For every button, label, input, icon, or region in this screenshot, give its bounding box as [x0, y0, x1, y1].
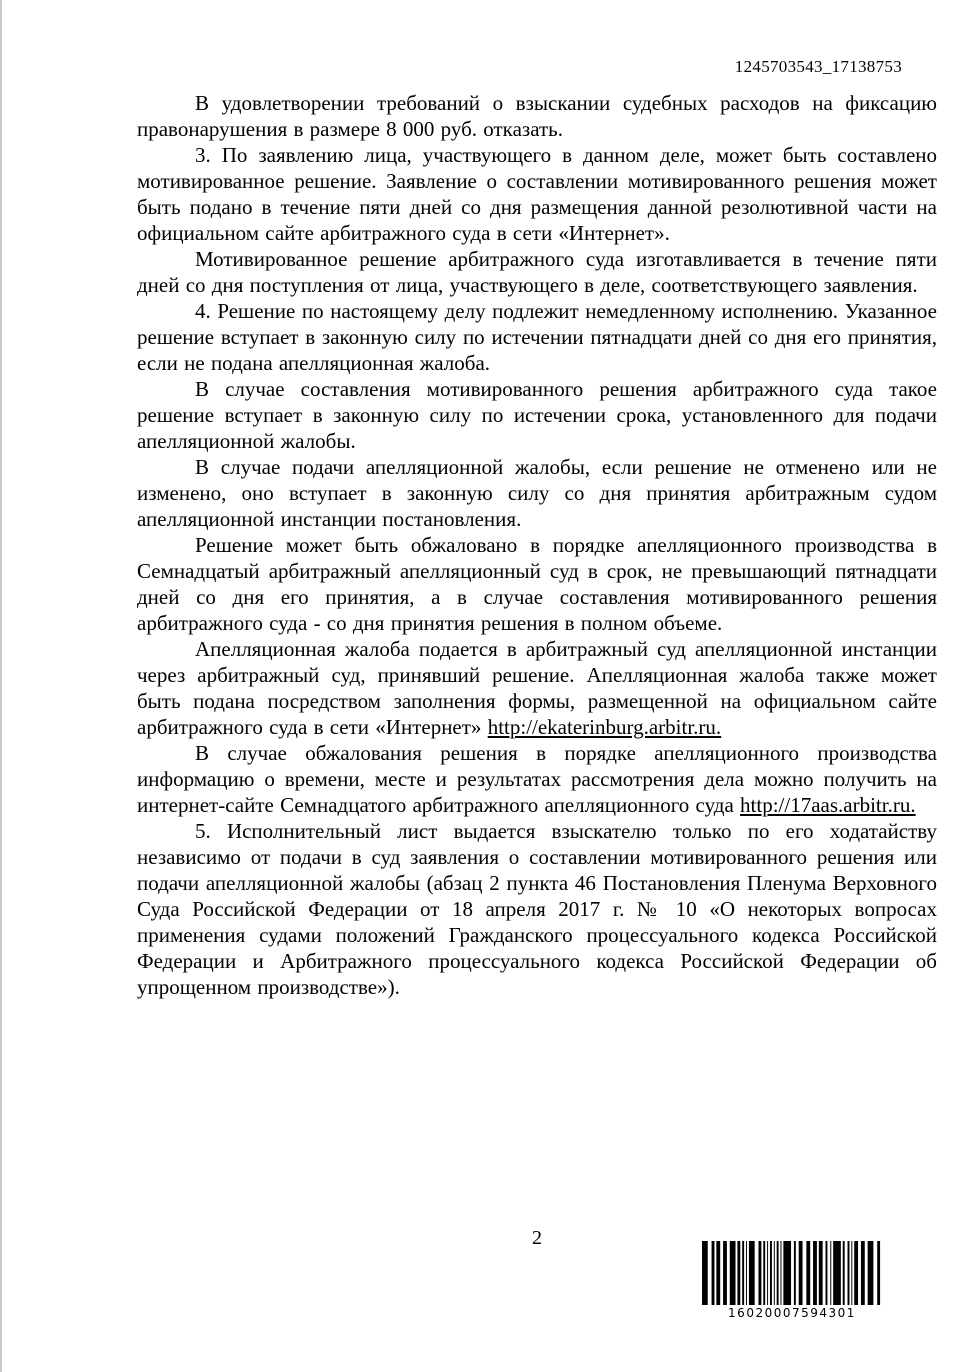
barcode-value: 16020007594301 — [728, 1306, 856, 1320]
appellate-court-link[interactable]: http://17aas.arbitr.ru. — [740, 793, 916, 817]
paragraph-appeal-info — [137, 740, 937, 818]
paragraph-motivated-decision-term: Мотивированное решение арбитражного суда изготавливается в течение пяти дней со дня поступления от лица, участвующего в деле, соответствующего заявления. — [137, 247, 937, 297]
paragraph-motivated-decision-request: 3. По заявлению лица, участвующего в данном деле, может быть составлено мотивированное решение. Заявление о составлении мотивированного решения может быть подано в течение пяти дней со дня размещения данной резолютивной части на официальном сайте арбитражного суда в сети «Интернет». — [137, 143, 937, 245]
document-id: 1245703543_17138753 — [734, 57, 902, 76]
paragraph-writ-of-execution: 5. Исполнительный лист выдается взыскателю только по его ходатайству независимо от подачи в суд заявления о составлении мотивированного решения или подачи апелляционной жалобы (абзац 2 пункта 46 Постановления Пленума Верховного Суда Российской Федерации от 18 апреля 2017 г. № 10 «О некоторых вопросах применения судами положений Гражданского процессуального кодекса Российской Федерации и Арбитражного процессуального кодекса Российской Федерации об упрощенном производстве»). — [137, 819, 937, 999]
barcode — [702, 1241, 882, 1320]
paragraph-costs-denied: В удовлетворении требований о взыскании судебных расходов на фиксацию правонарушения в размере 8 000 руб. отказать. — [137, 91, 937, 141]
page-number: 2 — [532, 1227, 542, 1249]
paragraph-appeal-filing-text: Апелляционная жалоба подается в арбитражный суд апелляционной инстанции через арбитражный суд, принявший решение. Апелляционная жалоба также может быть подана посредством заполнения формы, размещенной на официальном сайте арбитражного суда в сети «Интернет» — [137, 637, 937, 739]
ekaterinburg-court-link[interactable]: http://ekaterinburg.arbitr.ru. — [487, 715, 722, 739]
paragraph-appeal-filing — [137, 636, 937, 740]
barcode-image — [702, 1241, 882, 1305]
paragraph-force-after-appeal: В случае подачи апелляционной жалобы, если решение не отменено или не изменено, оно вступает в законную силу со дня принятия арбитражным судом апелляционной инстанции постановления. — [137, 455, 937, 531]
paragraph-appeal-procedure: Решение может быть обжаловано в порядке апелляционного производства в Семнадцатый арбитражный апелляционный суд в срок, не превышающий пятнадцати дней со дня его принятия, а в случае составления мотивированного решения арбитражного суда - со дня принятия решения в полном объеме. — [137, 533, 937, 635]
document-body — [137, 90, 937, 1000]
paragraph-appeal-info-text: В случае обжалования решения в порядке апелляционного производства информацию о времени, месте и результатах рассмотрения дела можно получить на интернет-сайте Семнадцатого арбитражного апелляционного суда — [137, 741, 937, 817]
paragraph-force-after-motivated: В случае составления мотивированного решения арбитражного суда такое решение вступает в законную силу по истечении срока, установленного для подачи апелляционной жалобы. — [137, 377, 937, 453]
paragraph-immediate-execution: 4. Решение по настоящему делу подлежит немедленному исполнению. Указанное решение вступает в законную силу по истечении пятнадцати дней со дня его принятия, если не подана апелляционная жалоба. — [137, 299, 937, 375]
